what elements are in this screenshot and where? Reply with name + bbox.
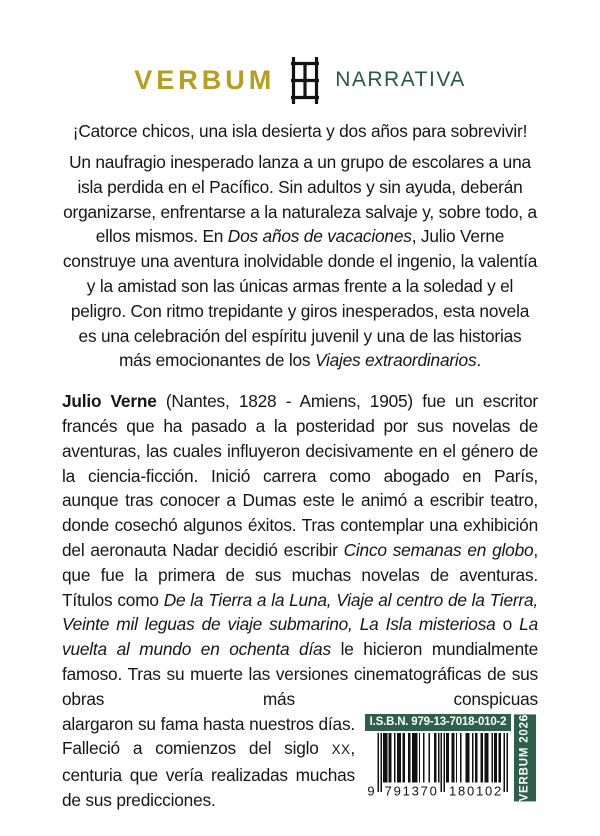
barcode-block	[365, 714, 536, 801]
window-grid-icon	[288, 57, 322, 104]
collection-name: NARRATIVA	[335, 68, 466, 91]
isbn-label: I.S.B.N. 979-13-7018-010-2	[365, 714, 511, 731]
author-bio-part2-line	[62, 712, 538, 813]
tagline: ¡Catorce chicos, una isla desierta y dos años para sobrevivir!	[72, 121, 528, 141]
ean-barcode	[365, 733, 511, 796]
publisher-year-tag: VERBUM 2026	[514, 714, 536, 801]
svg-text:791370: 791370	[384, 782, 437, 796]
author-bio-part2: alargaron su fama hasta nuestros días. Falleció a comienzos del siglo XX, centuria que vería realizadas muchas de sus predicciones.	[62, 713, 355, 810]
author-bio-part1: Julio Verne (Nantes, 1828 - Amiens, 1905) fue un escritor francés que ha pasado a la posteridad por sus novelas de aventuras, las cuales influyeron decisivamente en el género de la ciencia-ficción. Inició carrera como abogado en París, aunque tras conocer a Dumas este le animó a escribir teatro, donde cosechó algunos éxitos. Tras contemplar una exhibición del aeronauta Nadar decidió escribir Cinco semanas en globo, que fue la primera de sus muchas novelas de aventuras. Títulos como De la Tierra a la Luna, Viaje al centro de la Tierra, Veinte mil leguas de viaje submarino, La Isla misteriosa o La vuelta al mundo en ochenta días le hicieron mundialmente famoso. Tras su muerte las versiones cinematográficas de sus obras más conspicuas	[62, 391, 539, 709]
publisher-logo	[62, 56, 538, 104]
synopsis: Un naufragio inesperado lanza a un grupo de escolares a una isla perdida en el Pacífico. Sin adultos y sin ayuda, deberán organizarse, enfrentarse a la naturaleza salvaje y, sobre todo, a ellos mismos. En Dos años de vacaciones, Julio Verne construye una aventura inolvidable donde el ingenio, la valentía y la amistad son las únicas armas frente a la soledad y el peligro. Con ritmo trepidante y giros inesperados, esta novela es una celebración del espíritu juvenil y una de las historias más emocionantes de los Viajes extraordinarios.	[62, 152, 538, 371]
author-bio	[62, 389, 538, 813]
verbum-logo-text: VERBUM	[134, 64, 276, 95]
svg-text:180102: 180102	[448, 782, 501, 796]
svg-text:9: 9	[367, 782, 375, 796]
barcode-main-column	[365, 714, 511, 801]
